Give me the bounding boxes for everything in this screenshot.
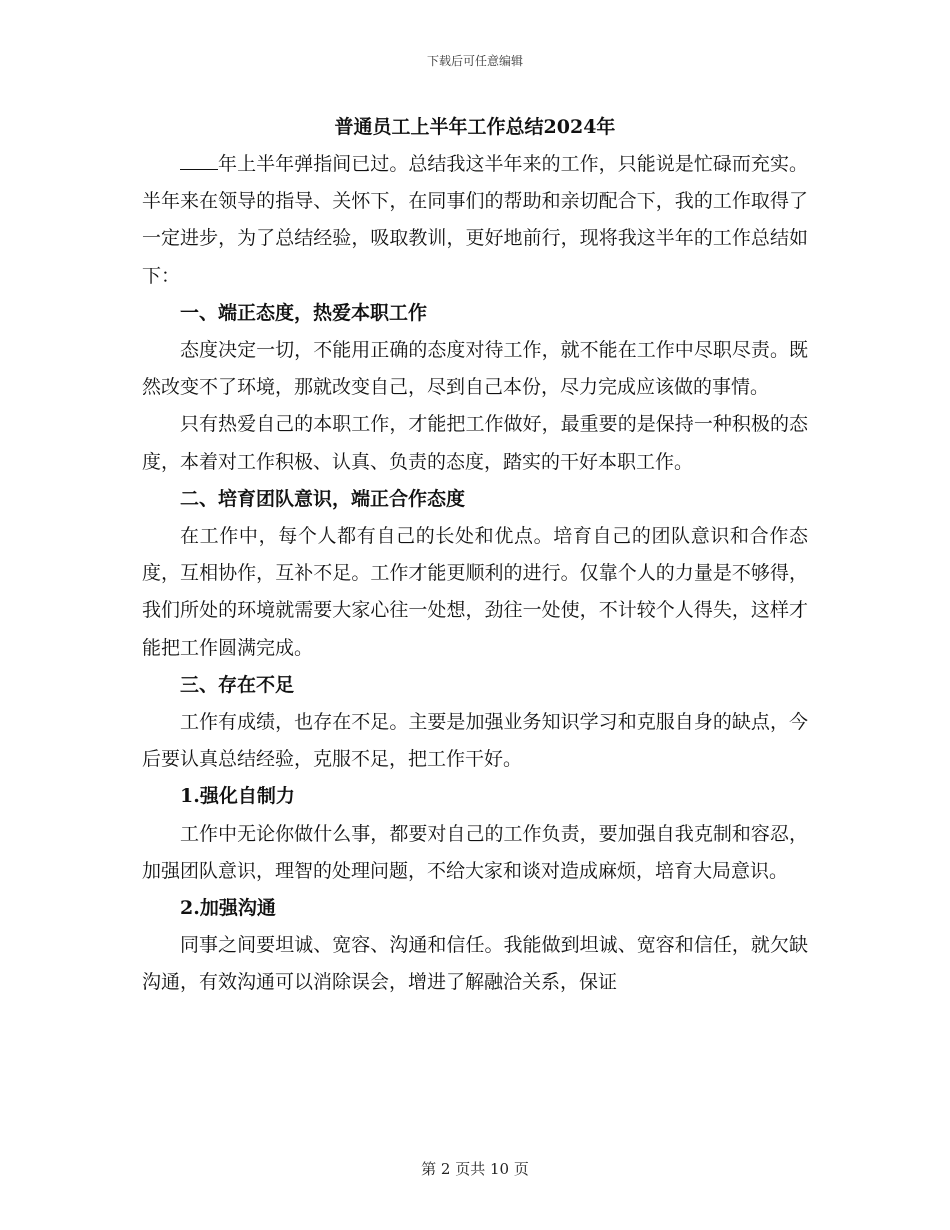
- document-body: [142, 108, 808, 1002]
- fill-in-blank: [180, 153, 218, 170]
- intro-text: 年上半年弹指间已过。总结我这半年来的工作，只能说是忙碌而充实。半年来在领导的指导、关怀下，在同事们的帮助和亲切配合下，我的工作取得了一定进步，为了总结经验，吸取教训，更好地前行，现将我这半年的工作总结如下：: [142, 153, 808, 287]
- section-heading-2: 二、培育团队意识，端正合作态度: [180, 487, 466, 510]
- document-title: 普通员工上半年工作总结2024年: [334, 116, 616, 138]
- section1-paragraph-1: 态度决定一切，不能用正确的态度对待工作，就不能在工作中尽职尽责。既然改变不了环境，那就改变自己，尽到自己本份，尽力完成应该做的事情。: [142, 339, 808, 399]
- intro-paragraph: [142, 146, 808, 295]
- page-number: 第 2 页共 10 页: [421, 1160, 529, 1178]
- subsection-heading-2: 2.加强沟通: [180, 897, 276, 920]
- section-heading-3: 三、存在不足: [180, 673, 295, 696]
- section-heading-1: 一、端正态度，热爱本职工作: [180, 301, 428, 324]
- section1-paragraph-2: 只有热爱自己的本职工作，才能把工作做好，最重要的是保持一种积极的态度，本着对工作积极、认真、负责的态度，踏实的干好本职工作。: [142, 413, 808, 473]
- section2-paragraph-1: 在工作中，每个人都有自己的长处和优点。培育自己的团队意识和合作态度，互相协作，互补不足。工作才能更顺利的进行。仅靠个人的力量是不够得，我们所处的环境就需要大家心往一处想，劲往一处使，不计较个人得失，这样才能把工作圆满完成。: [142, 525, 808, 659]
- section3-paragraph-1: 工作有成绩，也存在不足。主要是加强业务知识学习和克服自身的缺点，今后要认真总结经验，克服不足，把工作干好。: [142, 711, 808, 771]
- subsection2-paragraph: 同事之间要坦诚、宽容、沟通和信任。我能做到坦诚、宽容和信任，就欠缺沟通，有效沟通可以消除误会，增进了解融洽关系，保证: [142, 934, 808, 994]
- page-header-note: 下载后可任意编辑: [426, 54, 523, 68]
- subsection-heading-1: 1.强化自制力: [180, 785, 295, 808]
- subsection1-paragraph: 工作中无论你做什么事，都要对自己的工作负责，要加强自我克制和容忍，加强团队意识，理智的处理问题，不给大家和谈对造成麻烦，培育大局意识。: [142, 822, 808, 882]
